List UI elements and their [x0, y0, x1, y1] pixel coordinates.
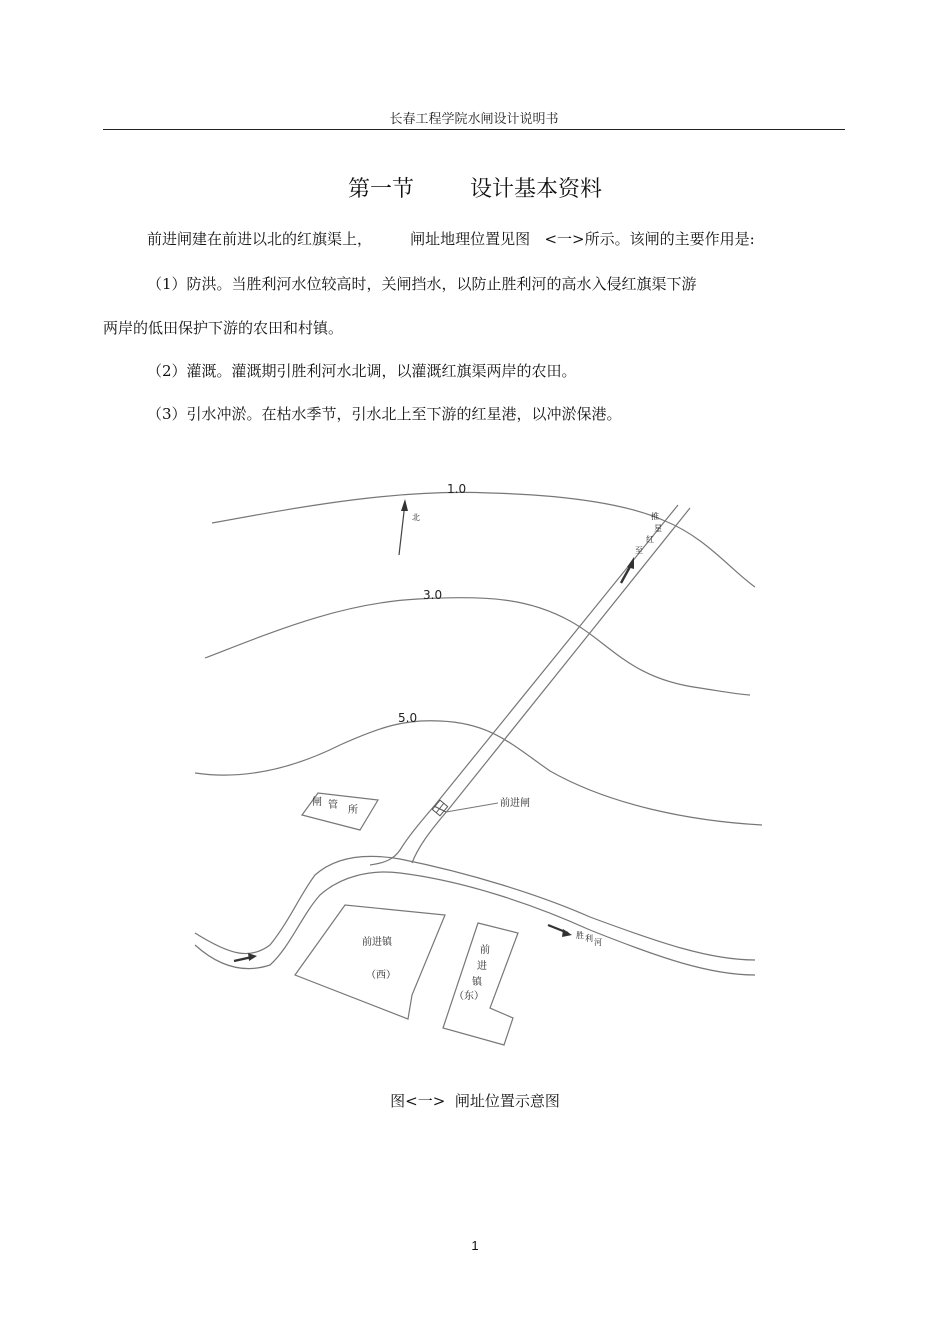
gate-leader-line — [446, 803, 498, 812]
paragraph-item1-line2: 两岸的低田保护下游的农田和村镇。 — [103, 319, 344, 337]
contour-label-3: 3.0 — [423, 588, 443, 602]
river-label-3: 河 — [594, 938, 602, 947]
town-east-label-2: 进 — [477, 961, 487, 972]
town-east-label-3: 镇 — [472, 977, 482, 988]
town-east-sub: （东） — [454, 991, 484, 1002]
canal-left-bank — [370, 505, 678, 865]
office-label-3: 所 — [348, 805, 358, 816]
paragraph-item3: （3）引水冲淤。在枯水季节，引水北上至下游的红星港，以冲淤保港。 — [147, 405, 622, 423]
canal-right-bank — [412, 508, 690, 863]
north-arrow-head — [401, 499, 408, 511]
canal-label-4: 至 — [635, 546, 643, 555]
paragraph-item1-line1: （1）防洪。当胜利河水位较高时，关闸挡水，以防止胜利河的高水入侵红旗渠下游 — [147, 275, 697, 293]
contour-label-1: 1.0 — [447, 482, 467, 496]
river-flow-arrow-east-head — [562, 929, 572, 937]
town-west-label: 前进镇 — [362, 937, 392, 948]
canal-flow-arrow-head — [627, 557, 634, 569]
river-flow-arrow-west-head — [248, 953, 257, 961]
town-east-label-1: 前 — [480, 945, 490, 956]
header-rule — [103, 129, 845, 130]
contour-line-1 — [212, 492, 755, 587]
north-label: 北 — [412, 513, 420, 522]
site-map — [190, 475, 770, 1055]
section-title: 第一节 设计基本资料 — [348, 177, 602, 202]
contour-line-3 — [205, 598, 750, 695]
river-lower-bank — [195, 872, 755, 975]
figure-caption: 图<一> 闸址位置示意图 — [390, 1092, 560, 1110]
office-label-2: 管 — [328, 800, 338, 811]
canal-label-3: 红 — [646, 535, 654, 544]
canal-label-2: 星 — [654, 524, 662, 533]
paragraph-item2: （2）灌溉。灌溉期引胜利河水北调，以灌溉红旗渠两岸的农田。 — [147, 362, 577, 380]
canal-label-1: 推 — [651, 512, 659, 521]
river-label-1: 胜 — [576, 931, 584, 940]
river-label-2: 利 — [585, 934, 593, 943]
site-location-figure — [190, 475, 770, 1055]
page-number: 1 — [471, 1238, 479, 1253]
river-upper-bank — [195, 856, 755, 960]
town-west-sub: （西） — [366, 970, 396, 981]
paragraph-intro: 前进闸建在前进以北的红旗渠上， 闸址地理位置见图 <一>所示。该闸的主要作用是: — [147, 230, 755, 248]
contour-label-5: 5.0 — [398, 711, 418, 725]
town-west-block — [295, 905, 445, 1019]
page-header: 长春工程学院水闸设计说明书 — [389, 112, 559, 127]
office-label-1: 闸 — [312, 797, 322, 808]
gate-label: 前进闸 — [500, 798, 530, 809]
